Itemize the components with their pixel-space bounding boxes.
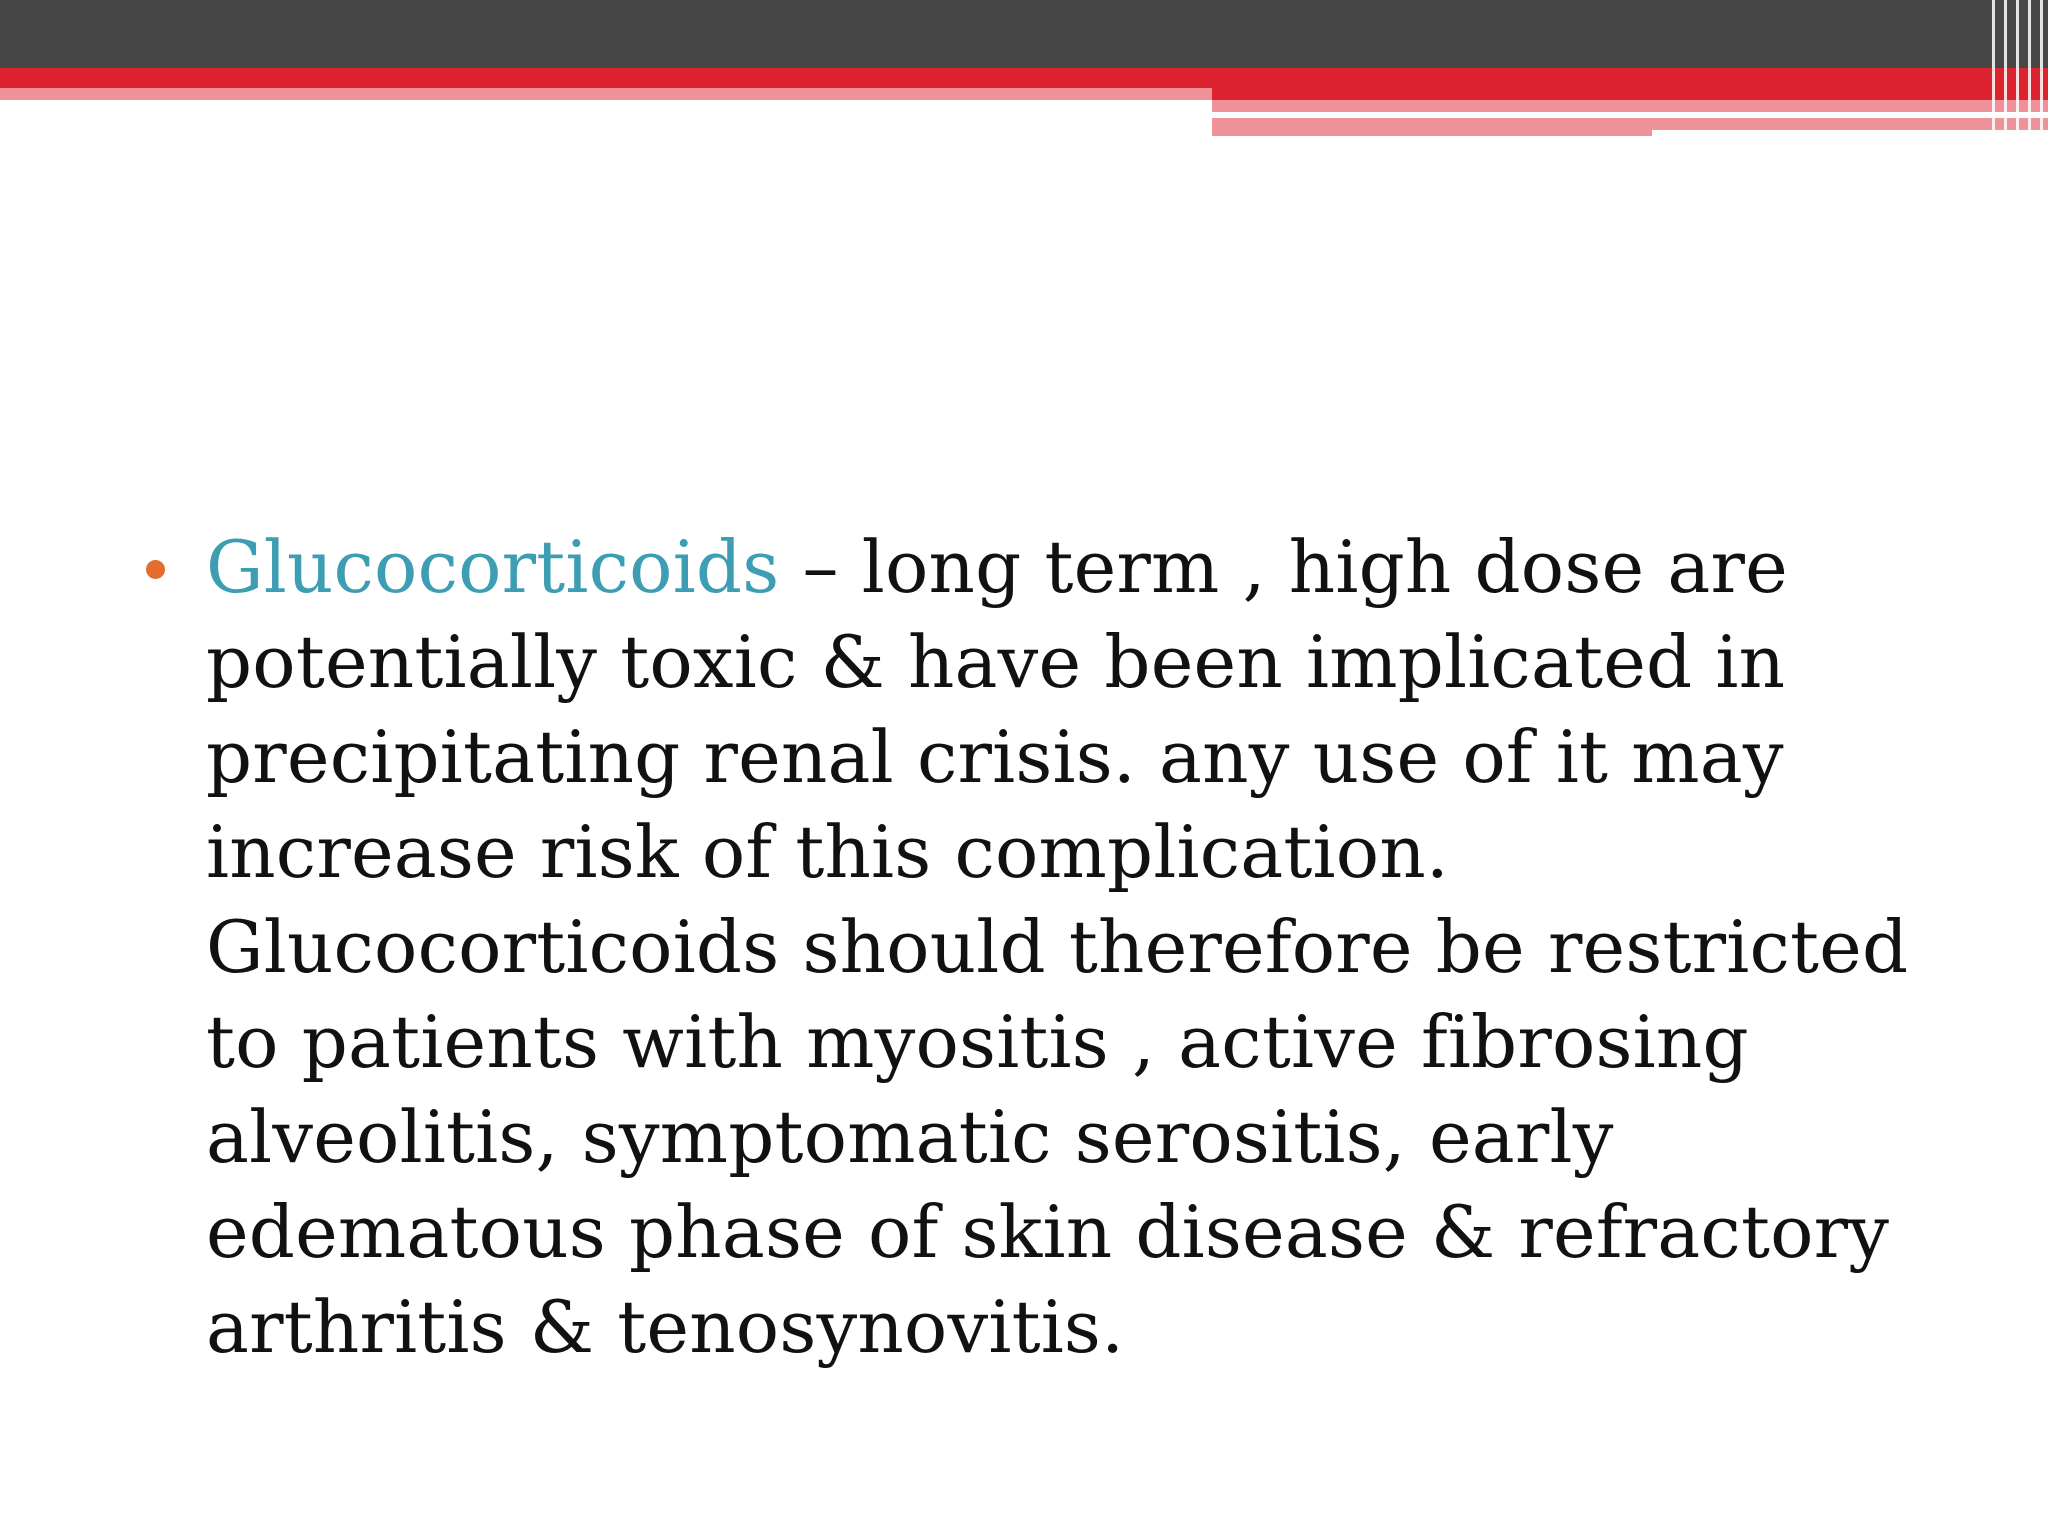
header-pink-stripe-right-1 [1212,100,2048,112]
edge-line [2028,0,2031,136]
bullet-text: – long term , high dose are potentially toxic & have been implicated in precipitating renal crisis. any use of it may increase risk of this complication. Glucocorticoids should therefore be restricted to patients with myositis , active fibrosing alveolitis, symptomatic serositis, early edematous phase of skin disease & refractory arthritis & tenosynovitis. [206,525,1909,1369]
header-red-band-right [1212,88,2048,100]
bullet-item [146,520,1926,1375]
header-pink-band-left [0,88,1212,100]
header-white-line-right [1212,112,1896,116]
edge-line [2040,0,2043,136]
header-pink-stripe-right-2 [1212,118,1652,136]
header-edge-lines [1984,0,2048,136]
edge-line [2004,0,2007,136]
slide-content [146,520,1926,1375]
edge-line [1992,0,1995,136]
edge-line [2016,0,2019,136]
header-dark-bar [0,0,2048,68]
bullet-dot-icon [146,560,165,579]
header-red-band [0,68,2048,88]
bullet-keyword: Glucocorticoids [206,525,780,609]
